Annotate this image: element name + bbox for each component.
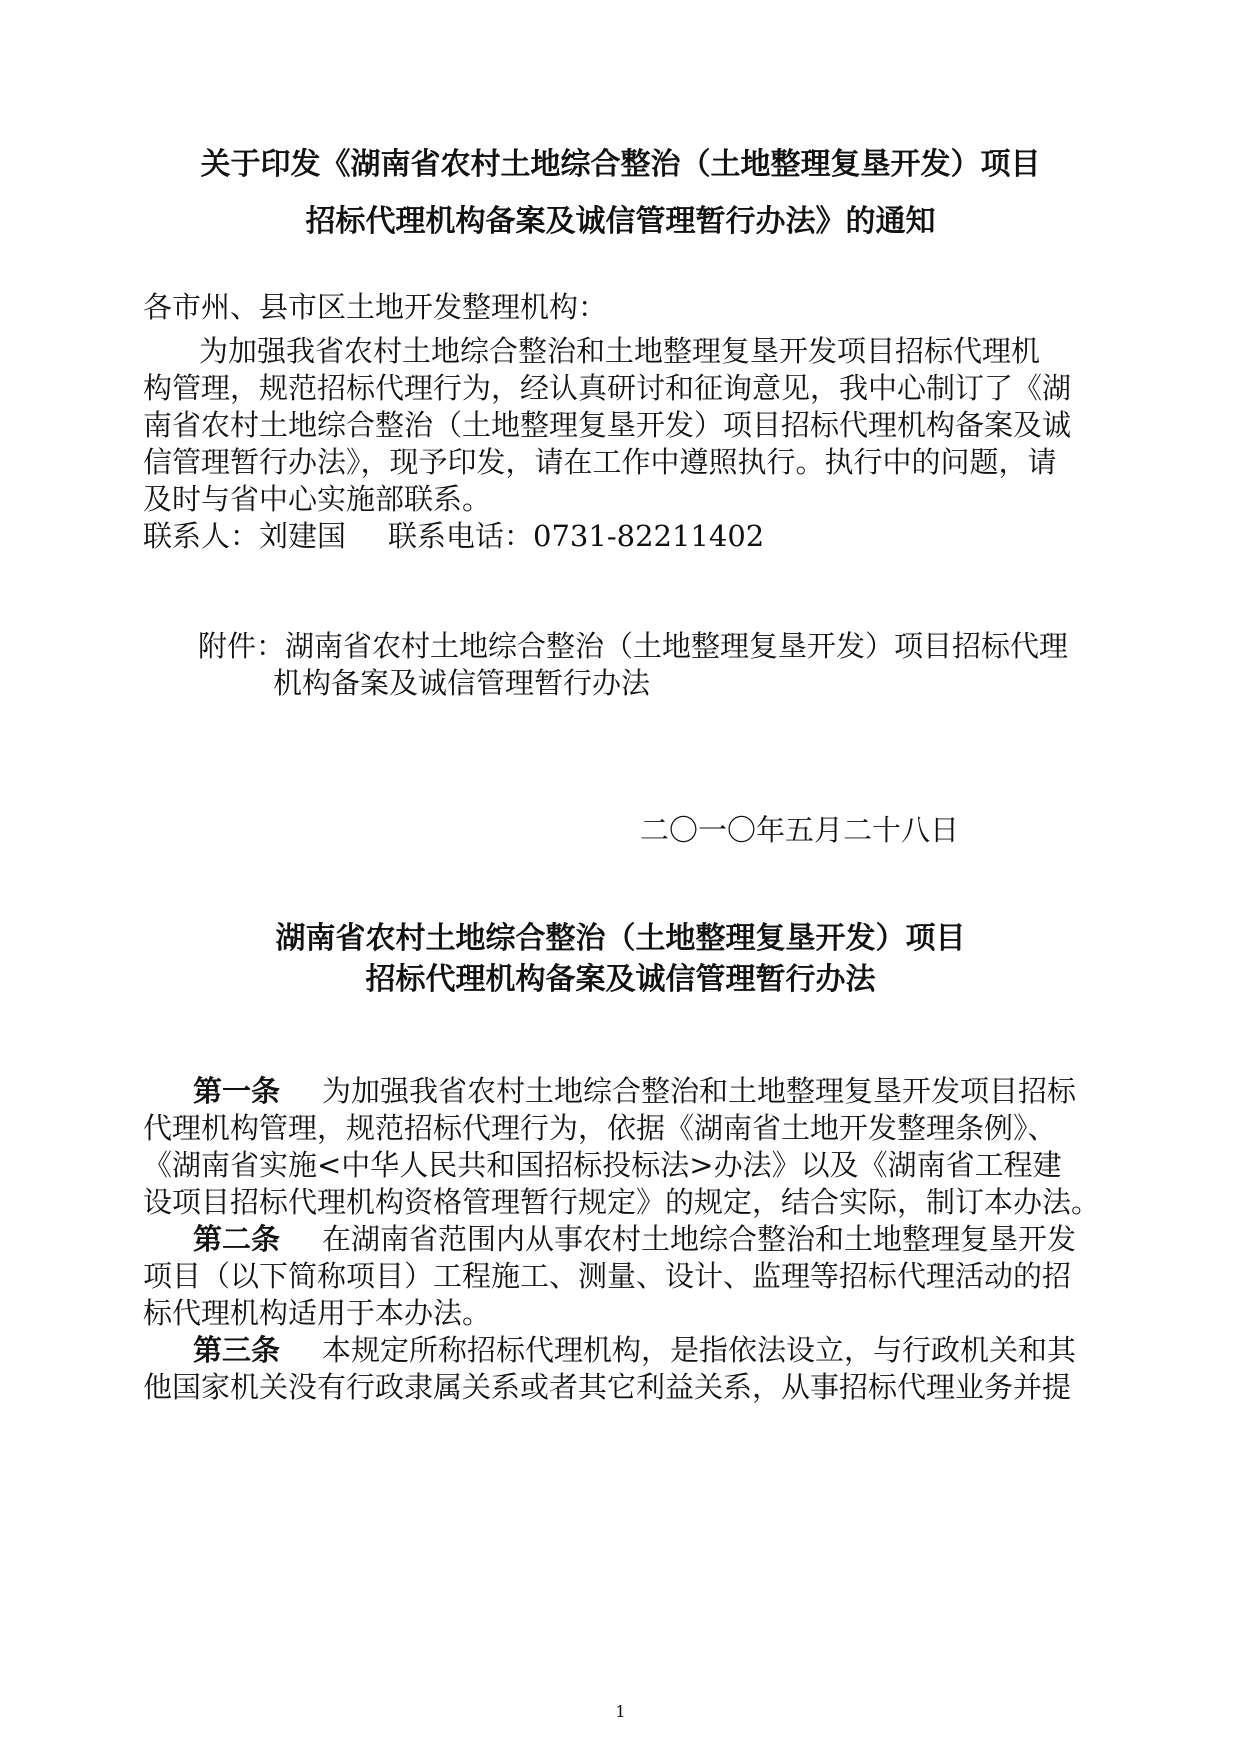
contact-person: 联系人：刘建国 (143, 519, 347, 553)
article-2-text: 在湖南省范围内从事农村土地综合整治和土地整理复垦开发 (322, 1222, 1077, 1256)
attachment-line-1: 附件：湖南省农村土地综合整治（土地整理复垦开发）项目招标代理 (198, 629, 1069, 663)
regulation-title-line-1: 湖南省农村土地综合整治（土地整理复垦开发）项目 (275, 921, 966, 956)
contact-phone: 联系电话：0731-82211402 (388, 519, 765, 553)
article-2-first-line (193, 1219, 1076, 1259)
notice-date: 二〇一〇年五月二十八日 (640, 813, 960, 847)
notice-body-line: 及时与省中心实施部联系。 (143, 482, 492, 516)
contact-line (143, 516, 764, 556)
article-1-line: 代理机构管理，规范招标代理行为，依据《湖南省土地开发整理条例》、 (143, 1111, 1057, 1145)
article-1-label: 第一条 (193, 1074, 281, 1108)
article-3-first-line (193, 1330, 1076, 1370)
article-3-text: 本规定所称招标代理机构，是指依法设立，与行政机关和其 (322, 1333, 1077, 1367)
article-2-line: 项目（以下简称项目）工程施工、测量、设计、监理等招标代理活动的招 (143, 1259, 1072, 1293)
notice-title-line-1: 关于印发《湖南省农村土地综合整治（土地整理复垦开发）项目 (200, 147, 1041, 182)
addressee: 各市州、县市区土地开发整理机构： (143, 290, 608, 324)
article-1-line: 设项目招标代理机构资格管理暂行规定》的规定，结合实际，制订本办法。 (143, 1185, 1101, 1219)
article-3-label: 第三条 (193, 1333, 281, 1367)
page-number: 1 (615, 1702, 626, 1721)
notice-body-line: 构管理，规范招标代理行为，经认真研讨和征询意见，我中心制订了《湖 (143, 371, 1072, 405)
article-1-first-line (193, 1071, 1076, 1111)
attachment-line-2: 机构备案及诚信管理暂行办法 (273, 666, 651, 700)
article-3-line: 他国家机关没有行政隶属关系或者其它利益关系，从事招标代理业务并提 (143, 1370, 1072, 1404)
notice-body-line: 信管理暂行办法》，现予印发，请在工作中遵照执行。执行中的问题，请 (143, 445, 1057, 479)
article-2-line: 标代理机构适用于本办法。 (143, 1296, 492, 1330)
article-2-label: 第二条 (193, 1222, 281, 1256)
regulation-title-line-2: 招标代理机构备案及诚信管理暂行办法 (365, 962, 876, 997)
notice-body-line: 南省农村土地综合整治（土地整理复垦开发）项目招标代理机构备案及诚 (143, 408, 1072, 442)
notice-body-line: 为加强我省农村土地综合整治和土地整理复垦开发项目招标代理机 (199, 334, 1041, 368)
notice-title-line-2: 招标代理机构备案及诚信管理暂行办法》的通知 (305, 204, 936, 239)
article-1-text: 为加强我省农村土地综合整治和土地整理复垦开发项目招标 (322, 1074, 1077, 1108)
article-1-line: 《湖南省实施<中华人民共和国招标投标法>办法》以及《湖南省工程建 (143, 1148, 1062, 1182)
